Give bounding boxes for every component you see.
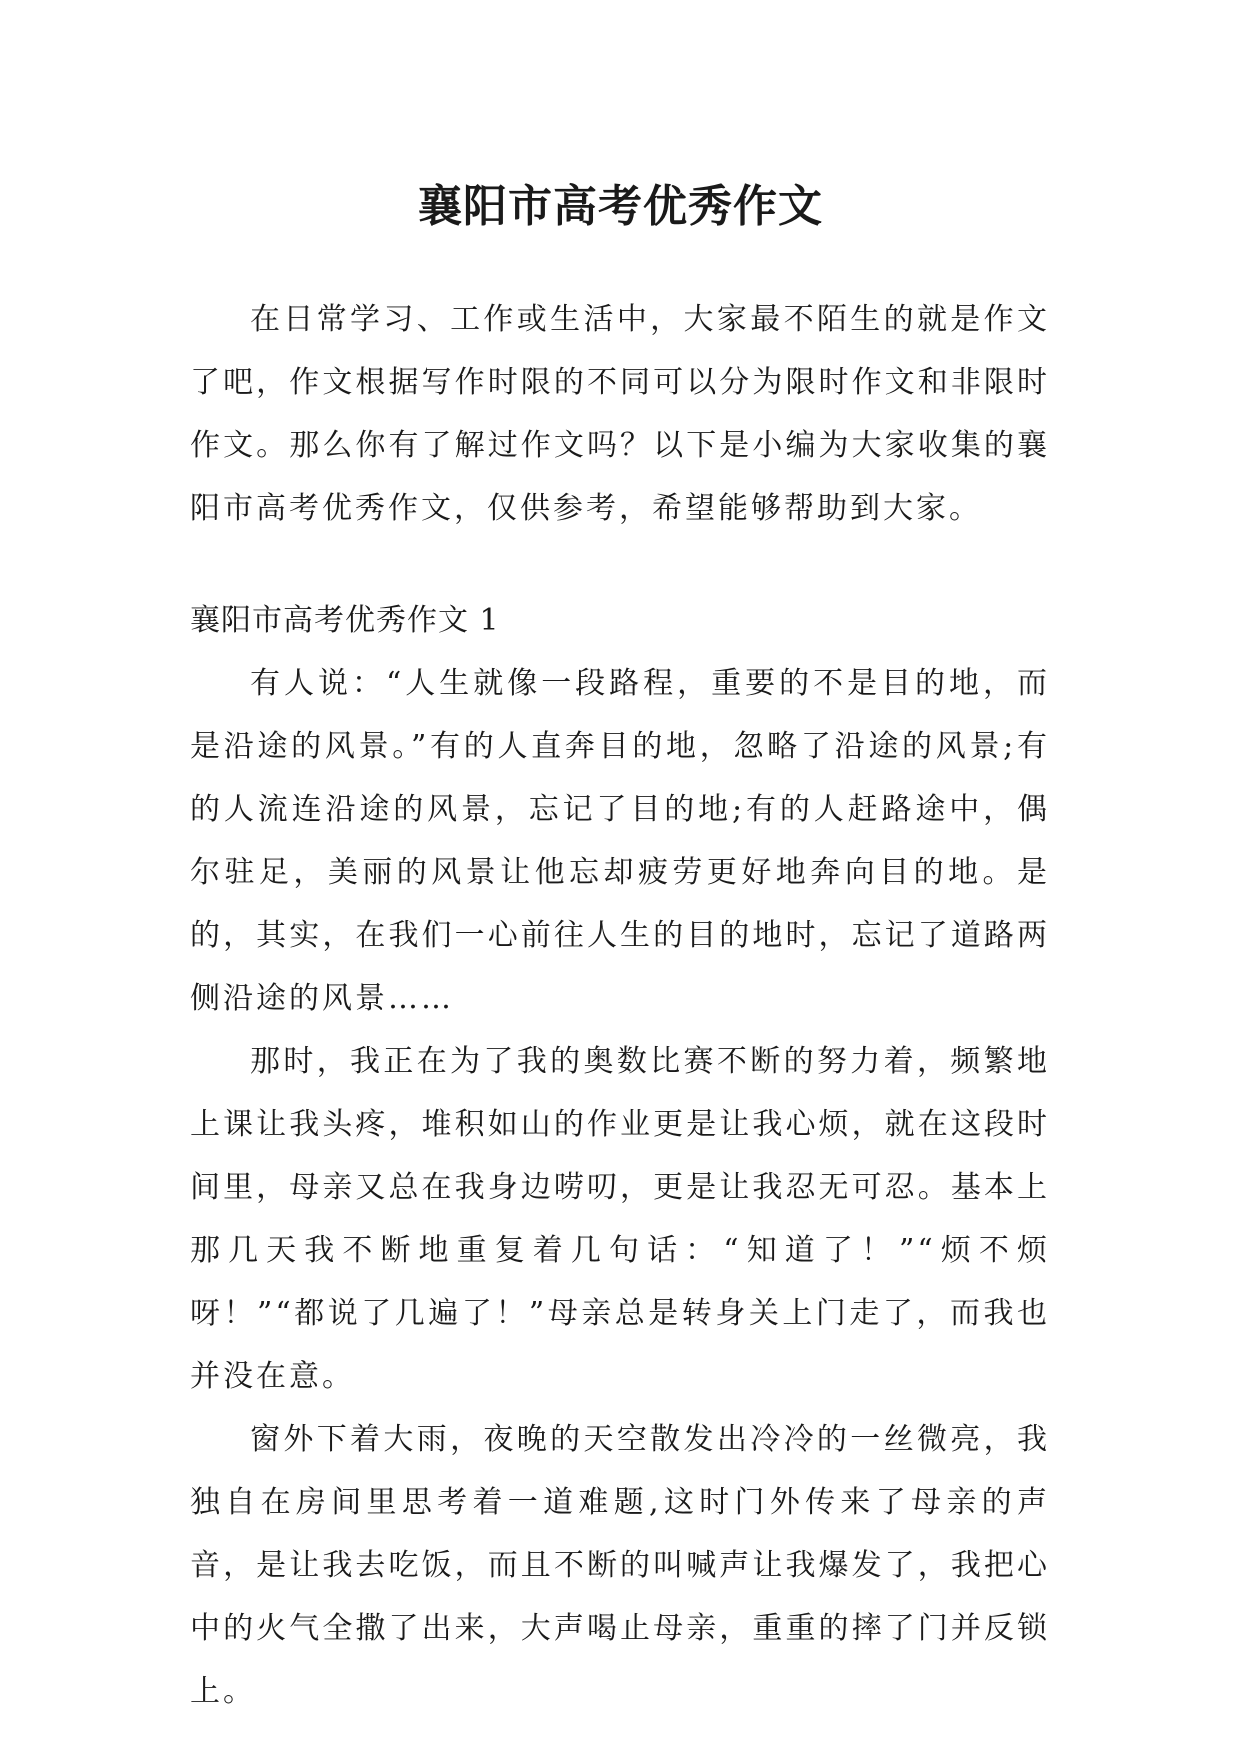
body-paragraph: 窗外下着大雨，夜晚的天空散发出冷冷的一丝微亮，我独自在房间里思考着一道难题,这时门外传来了母亲的声音，是让我去吃饭，而且不断的叫喊声让我爆发了，我把心中的火气全撒了出来，大声喝止母亲，重重的摔了门并反锁上。 — [190, 1422, 1050, 1709]
intro-paragraph: 在日常学习、工作或生活中，大家最不陌生的就是作文了吧，作文根据写作时限的不同可以分为限时作文和非限时作文。那么你有了解过作文吗？以下是小编为大家收集的襄阳市高考优秀作文，仅供参考，希望能够帮助到大家。 — [190, 302, 1050, 526]
body-paragraph: 那时，我正在为了我的奥数比赛不断的努力着，频繁地上课让我头疼，堆积如山的作业更是让我心烦，就在这段时间里，母亲又总在我身边唠叨，更是让我忍无可忍。基本上那几天我不断地重复着几句话：“知道了！”“烦不烦呀！”“都说了几遍了！”母亲总是转身关上门走了，而我也并没在意。 — [190, 1044, 1050, 1394]
document-body — [190, 288, 1050, 1723]
body-paragraph: 有人说：“人生就像一段路程，重要的不是目的地，而是沿途的风景。”有的人直奔目的地，忽略了沿途的风景;有的人流连沿途的风景，忘记了目的地;有的人赶路途中，偶尔驻足，美丽的风景让他忘却疲劳更好地奔向目的地。是的，其实，在我们一心前往人生的目的地时，忘记了道路两侧沿途的风景…… — [190, 666, 1050, 1016]
document-title: 襄阳市高考优秀作文 — [418, 181, 823, 233]
section-heading: 襄阳市高考优秀作文 1 — [190, 603, 500, 638]
